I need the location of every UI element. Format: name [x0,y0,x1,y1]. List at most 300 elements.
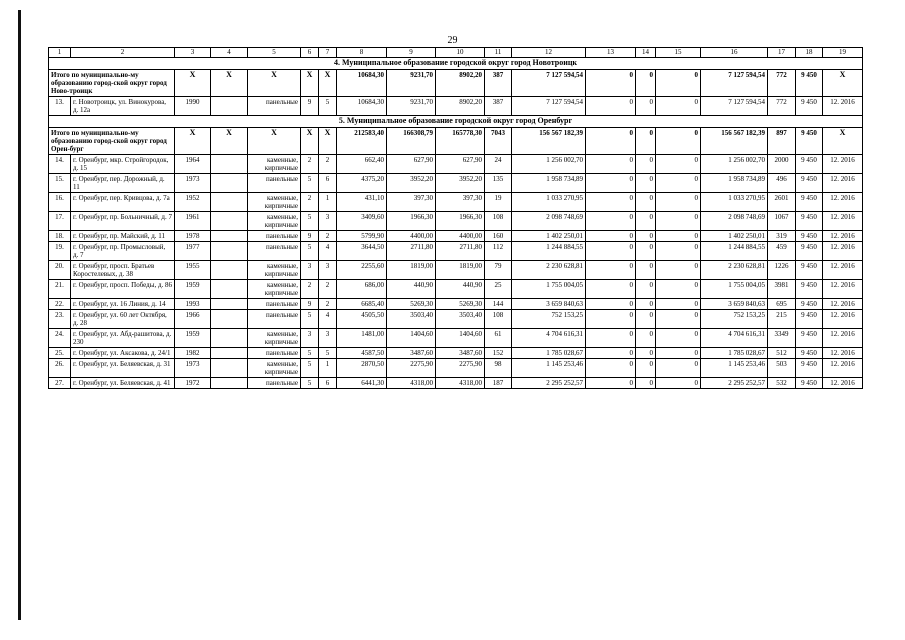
premises-area: 3487,60 [387,348,436,359]
total-cell: 0 [656,70,701,97]
unit-cost: 459 [768,242,796,261]
residential-area: 440,90 [436,280,485,299]
total-cell: 0 [656,128,701,155]
column-number: 11 [485,48,512,58]
max-unit-cost: 9 450 [796,329,823,348]
year-overhaul [211,261,248,280]
row-number: 25. [49,348,71,359]
wall-material: панельные [248,231,301,242]
residential-area: 1966,30 [436,212,485,231]
funding-owners: 2 230 628,81 [701,261,768,280]
total-cell: X [823,128,863,155]
funding-regional: 0 [636,299,656,310]
entrances-count: 2 [319,280,337,299]
unit-cost: 3349 [768,329,796,348]
completion-date: 12. 2016 [823,378,863,389]
completion-date: 12. 2016 [823,174,863,193]
section-title: 5. Муниципальное образование городской округ город Оренбург [49,116,863,128]
year-overhaul [211,174,248,193]
residential-area: 3952,20 [436,174,485,193]
unit-cost: 772 [768,97,796,116]
floors-count: 2 [301,193,319,212]
residential-area: 397,30 [436,193,485,212]
entrances-count: 5 [319,348,337,359]
entrances-count: 4 [319,310,337,329]
funding-owners: 752 153,25 [701,310,768,329]
total-label: Итого по муниципально-му образованию город-ской округ город Орен-бург [49,128,175,155]
repair-cost-total: 2 295 252,57 [512,378,586,389]
wall-material: панельные [248,310,301,329]
repair-cost-total: 4 704 616,31 [512,329,586,348]
floors-count: 9 [301,97,319,116]
funding-local: 0 [656,299,701,310]
funding-owners: 3 659 840,63 [701,299,768,310]
total-area: 10684,30 [337,97,387,116]
total-cell: 156 567 182,39 [512,128,586,155]
entrances-count: 2 [319,231,337,242]
building-address: г. Оренбург, ул. Абд-рашитова, д. 230 [71,329,175,348]
residents-count: 112 [485,242,512,261]
year-built: 1982 [175,348,211,359]
row-number: 21. [49,280,71,299]
column-number: 1 [49,48,71,58]
building-address: г. Новотроицк, ул. Винокурова, д. 12а [71,97,175,116]
premises-area: 397,30 [387,193,436,212]
completion-date: 12. 2016 [823,261,863,280]
row-number: 23. [49,310,71,329]
building-address: г. Оренбург, просп. Победы, д. 86 [71,280,175,299]
unit-cost: 319 [768,231,796,242]
wall-material: панельные [248,174,301,193]
housing-register-table [48,47,863,389]
funding-federal: 0 [586,299,636,310]
building-address: г. Оренбург, мкр. Стройгородок, д. 15 [71,155,175,174]
total-cell: X [248,70,301,97]
residents-count: 108 [485,310,512,329]
funding-local: 0 [656,348,701,359]
funding-owners: 1 145 253,46 [701,359,768,378]
unit-cost: 2000 [768,155,796,174]
max-unit-cost: 9 450 [796,193,823,212]
total-area: 5799,90 [337,231,387,242]
year-built: 1959 [175,280,211,299]
building-address: г. Оренбург, пер. Дорожный, д. 11 [71,174,175,193]
total-area: 3644,50 [337,242,387,261]
funding-regional: 0 [636,242,656,261]
residents-count: 160 [485,231,512,242]
premises-area: 440,90 [387,280,436,299]
repair-cost-total: 752 153,25 [512,310,586,329]
total-cell: 212583,40 [337,128,387,155]
residents-count: 387 [485,97,512,116]
repair-cost-total: 1 958 734,89 [512,174,586,193]
residential-area: 5269,30 [436,299,485,310]
total-cell: 166308,79 [387,128,436,155]
repair-cost-total: 1 244 884,55 [512,242,586,261]
year-built: 1977 [175,242,211,261]
building-row [49,155,863,174]
year-overhaul [211,231,248,242]
building-row [49,231,863,242]
funding-regional: 0 [636,261,656,280]
entrances-count: 3 [319,212,337,231]
total-area: 4505,50 [337,310,387,329]
year-built: 1952 [175,193,211,212]
max-unit-cost: 9 450 [796,155,823,174]
building-address: г. Оренбург, пр. Майский, д. 11 [71,231,175,242]
total-cell: X [175,70,211,97]
row-number: 13. [49,97,71,116]
building-row [49,310,863,329]
premises-area: 2275,90 [387,359,436,378]
unit-cost: 1226 [768,261,796,280]
total-cell: X [301,128,319,155]
floors-count: 9 [301,231,319,242]
funding-local: 0 [656,261,701,280]
premises-area: 627,90 [387,155,436,174]
wall-material: каменные, кирпичные [248,329,301,348]
residential-area: 4400,00 [436,231,485,242]
building-row [49,348,863,359]
entrances-count: 6 [319,174,337,193]
column-number: 7 [319,48,337,58]
column-number: 10 [436,48,485,58]
premises-area: 4318,00 [387,378,436,389]
row-number: 22. [49,299,71,310]
wall-material: каменные, кирпичные [248,359,301,378]
funding-regional: 0 [636,231,656,242]
funding-regional: 0 [636,310,656,329]
column-number: 12 [512,48,586,58]
funding-owners: 1 402 250,01 [701,231,768,242]
column-number: 15 [656,48,701,58]
wall-material: каменные, кирпичные [248,261,301,280]
funding-local: 0 [656,155,701,174]
column-number: 5 [248,48,301,58]
wall-material: панельные [248,348,301,359]
premises-area: 1966,30 [387,212,436,231]
funding-regional: 0 [636,378,656,389]
repair-cost-total: 1 785 028,67 [512,348,586,359]
funding-local: 0 [656,310,701,329]
funding-local: 0 [656,174,701,193]
max-unit-cost: 9 450 [796,97,823,116]
year-overhaul [211,348,248,359]
residents-count: 79 [485,261,512,280]
column-number: 14 [636,48,656,58]
max-unit-cost: 9 450 [796,231,823,242]
repair-cost-total: 7 127 594,54 [512,97,586,116]
funding-federal: 0 [586,231,636,242]
funding-owners: 1 256 002,70 [701,155,768,174]
total-area: 2870,50 [337,359,387,378]
row-number: 20. [49,261,71,280]
residential-area: 3487,60 [436,348,485,359]
residents-count: 108 [485,212,512,231]
floors-count: 5 [301,310,319,329]
funding-federal: 0 [586,174,636,193]
total-cell: 7043 [485,128,512,155]
funding-federal: 0 [586,155,636,174]
repair-cost-total: 1 033 270,95 [512,193,586,212]
floors-count: 5 [301,378,319,389]
year-overhaul [211,97,248,116]
column-number: 18 [796,48,823,58]
funding-local: 0 [656,329,701,348]
premises-area: 2711,80 [387,242,436,261]
repair-cost-total: 2 230 628,81 [512,261,586,280]
building-row [49,174,863,193]
row-number: 16. [49,193,71,212]
total-cell: 9231,70 [387,70,436,97]
funding-local: 0 [656,378,701,389]
funding-regional: 0 [636,193,656,212]
year-built: 1993 [175,299,211,310]
entrances-count: 5 [319,97,337,116]
row-number: 15. [49,174,71,193]
completion-date: 12. 2016 [823,193,863,212]
premises-area: 9231,70 [387,97,436,116]
year-built: 1966 [175,310,211,329]
repair-cost-total: 1 256 002,70 [512,155,586,174]
max-unit-cost: 9 450 [796,378,823,389]
funding-owners: 1 033 270,95 [701,193,768,212]
row-number: 19. [49,242,71,261]
completion-date: 12. 2016 [823,310,863,329]
funding-owners: 4 704 616,31 [701,329,768,348]
funding-owners: 2 295 252,57 [701,378,768,389]
premises-area: 1819,00 [387,261,436,280]
funding-regional: 0 [636,155,656,174]
total-cell: X [301,70,319,97]
column-number: 6 [301,48,319,58]
funding-regional: 0 [636,174,656,193]
building-address: г. Оренбург, пер. Кривцова, д. 7а [71,193,175,212]
total-cell: 0 [636,70,656,97]
total-cell: 165778,30 [436,128,485,155]
repair-cost-total: 1 755 004,05 [512,280,586,299]
year-built: 1978 [175,231,211,242]
column-number: 2 [71,48,175,58]
entrances-count: 1 [319,193,337,212]
wall-material: панельные [248,299,301,310]
completion-date: 12. 2016 [823,97,863,116]
unit-cost: 3981 [768,280,796,299]
year-overhaul [211,310,248,329]
premises-area: 5269,30 [387,299,436,310]
residential-area: 3503,40 [436,310,485,329]
building-row [49,280,863,299]
total-cell: 772 [768,70,796,97]
residents-count: 24 [485,155,512,174]
residential-area: 627,90 [436,155,485,174]
column-number: 4 [211,48,248,58]
entrances-count: 2 [319,155,337,174]
building-row [49,359,863,378]
funding-owners: 1 958 734,89 [701,174,768,193]
funding-owners: 1 785 028,67 [701,348,768,359]
funding-federal: 0 [586,359,636,378]
max-unit-cost: 9 450 [796,310,823,329]
funding-local: 0 [656,359,701,378]
year-built: 1959 [175,329,211,348]
total-area: 4375,20 [337,174,387,193]
year-built: 1961 [175,212,211,231]
floors-count: 3 [301,329,319,348]
unit-cost: 512 [768,348,796,359]
completion-date: 12. 2016 [823,155,863,174]
total-area: 2255,60 [337,261,387,280]
page-number: 29 [447,35,458,46]
funding-regional: 0 [636,212,656,231]
total-cell: 0 [586,70,636,97]
total-cell: 7 127 594,54 [512,70,586,97]
building-address: г. Оренбург, ул. 16 Линия, д. 14 [71,299,175,310]
building-address: г. Оренбург, ул. Беляевская, д. 31 [71,359,175,378]
row-number: 27. [49,378,71,389]
funding-federal: 0 [586,348,636,359]
total-area: 686,00 [337,280,387,299]
repair-cost-total: 1 145 253,46 [512,359,586,378]
total-cell: 9 450 [796,70,823,97]
residential-area: 2275,90 [436,359,485,378]
max-unit-cost: 9 450 [796,242,823,261]
total-cell: 9 450 [796,128,823,155]
floors-count: 5 [301,359,319,378]
total-cell: 0 [636,128,656,155]
wall-material: панельные [248,97,301,116]
funding-federal: 0 [586,310,636,329]
row-number: 14. [49,155,71,174]
unit-cost: 695 [768,299,796,310]
wall-material: панельные [248,242,301,261]
floors-count: 3 [301,261,319,280]
total-cell: X [319,128,337,155]
year-built: 1973 [175,359,211,378]
section-title-row [49,58,863,70]
residents-count: 135 [485,174,512,193]
completion-date: 12. 2016 [823,348,863,359]
residential-area: 4318,00 [436,378,485,389]
completion-date: 12. 2016 [823,359,863,378]
max-unit-cost: 9 450 [796,348,823,359]
entrances-count: 3 [319,329,337,348]
funding-owners: 1 244 884,55 [701,242,768,261]
total-cell: 0 [586,128,636,155]
unit-cost: 1067 [768,212,796,231]
year-built: 1972 [175,378,211,389]
entrances-count: 4 [319,242,337,261]
floors-count: 5 [301,212,319,231]
residents-count: 19 [485,193,512,212]
wall-material: каменные, кирпичные [248,193,301,212]
completion-date: 12. 2016 [823,329,863,348]
residents-count: 98 [485,359,512,378]
max-unit-cost: 9 450 [796,280,823,299]
total-cell: X [248,128,301,155]
residents-count: 25 [485,280,512,299]
residential-area: 1404,60 [436,329,485,348]
funding-regional: 0 [636,97,656,116]
year-overhaul [211,378,248,389]
unit-cost: 215 [768,310,796,329]
entrances-count: 2 [319,299,337,310]
funding-local: 0 [656,242,701,261]
funding-local: 0 [656,231,701,242]
building-address: г. Оренбург, пр. Больничный, д. 7 [71,212,175,231]
total-area: 6441,30 [337,378,387,389]
total-cell: X [211,128,248,155]
unit-cost: 496 [768,174,796,193]
wall-material: каменные, кирпичные [248,280,301,299]
column-number: 17 [768,48,796,58]
section-total-row [49,128,863,155]
year-overhaul [211,193,248,212]
funding-regional: 0 [636,348,656,359]
year-built: 1973 [175,174,211,193]
row-number: 26. [49,359,71,378]
funding-local: 0 [656,97,701,116]
funding-federal: 0 [586,378,636,389]
unit-cost: 2601 [768,193,796,212]
total-area: 3409,60 [337,212,387,231]
repair-cost-total: 1 402 250,01 [512,231,586,242]
total-cell: 387 [485,70,512,97]
total-cell: X [319,70,337,97]
year-built: 1990 [175,97,211,116]
floors-count: 2 [301,155,319,174]
column-number: 8 [337,48,387,58]
left-margin-rule [18,10,21,620]
column-number-row [49,48,863,58]
residential-area: 2711,80 [436,242,485,261]
building-address: г. Оренбург, пр. Промысловый, д. 7 [71,242,175,261]
completion-date: 12. 2016 [823,242,863,261]
wall-material: панельные [248,378,301,389]
building-row [49,329,863,348]
funding-federal: 0 [586,97,636,116]
column-number: 9 [387,48,436,58]
section-title-row [49,116,863,128]
funding-federal: 0 [586,329,636,348]
total-area: 1481,00 [337,329,387,348]
funding-federal: 0 [586,280,636,299]
residents-count: 144 [485,299,512,310]
repair-cost-total: 3 659 840,63 [512,299,586,310]
max-unit-cost: 9 450 [796,299,823,310]
column-number: 16 [701,48,768,58]
floors-count: 5 [301,242,319,261]
column-number: 13 [586,48,636,58]
residential-area: 1819,00 [436,261,485,280]
max-unit-cost: 9 450 [796,174,823,193]
residents-count: 152 [485,348,512,359]
year-overhaul [211,299,248,310]
year-overhaul [211,242,248,261]
funding-local: 0 [656,280,701,299]
building-row [49,212,863,231]
funding-federal: 0 [586,242,636,261]
building-row [49,193,863,212]
total-area: 662,40 [337,155,387,174]
entrances-count: 1 [319,359,337,378]
building-row [49,97,863,116]
funding-local: 0 [656,212,701,231]
column-number: 3 [175,48,211,58]
building-row [49,242,863,261]
year-overhaul [211,280,248,299]
max-unit-cost: 9 450 [796,261,823,280]
